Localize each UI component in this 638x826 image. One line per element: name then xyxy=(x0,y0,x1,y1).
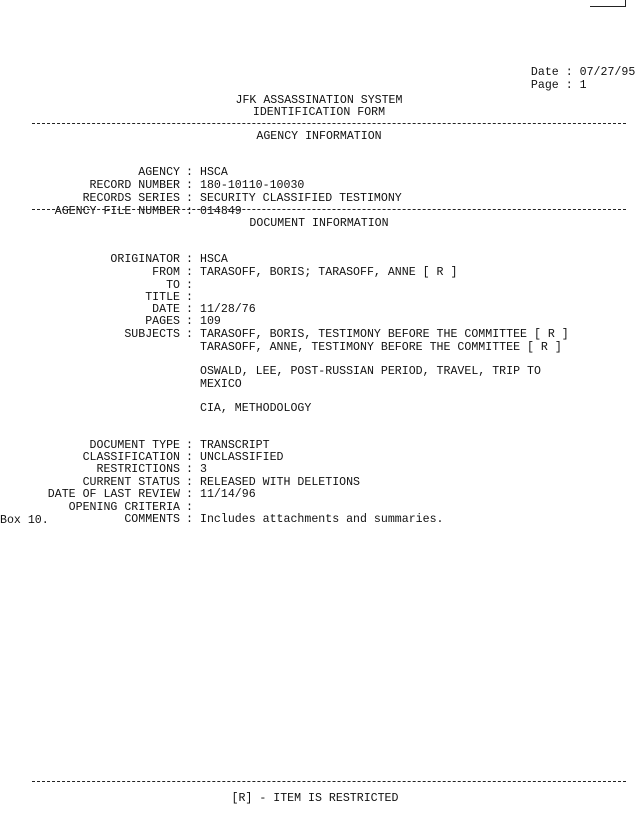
form-title: IDENTIFICATION FORM xyxy=(252,106,386,119)
status-field-row: DOCUMENT TYPE : TRANSCRIPT xyxy=(0,428,638,453)
field-label: TITLE xyxy=(145,291,180,305)
scan-artifact xyxy=(625,0,626,7)
document-field-row: DATE : 11/28/76 xyxy=(0,292,638,317)
document-field-row: TO : xyxy=(0,268,638,293)
subject-line: TARASOFF, ANNE, TESTIMONY BEFORE THE COMMITTEE [ R ] xyxy=(200,341,562,354)
field-label: FROM xyxy=(152,266,180,280)
date-value: 07/27/95 xyxy=(579,66,636,80)
field-label: AGENCY FILE NUMBER xyxy=(54,205,180,219)
page-label: Page xyxy=(530,79,559,93)
document-field-row: PAGES : 109 xyxy=(0,304,638,329)
status-field-row: COMMENTS : Includes attachments and summaries. xyxy=(0,502,638,527)
field-label: AGENCY xyxy=(138,166,180,180)
field-value: HSCA xyxy=(200,253,228,267)
field-value: 109 xyxy=(200,315,221,329)
field-value: 11/14/96 xyxy=(200,488,256,502)
field-value: TARASOFF, BORIS; TARASOFF, ANNE [ R ] xyxy=(200,266,458,280)
field-label: DATE xyxy=(152,303,180,317)
agency-field-row: AGENCY FILE NUMBER : 014849 xyxy=(0,194,638,219)
divider xyxy=(32,209,626,210)
field-label: OPENING CRITERIA xyxy=(68,501,180,515)
field-label: CURRENT STATUS xyxy=(82,476,180,490)
page-line: Page : 1 xyxy=(530,79,587,93)
field-value: Includes attachments and summaries. xyxy=(200,513,444,527)
divider xyxy=(32,123,626,124)
field-value: UNCLASSIFIED xyxy=(200,451,284,465)
field-label: COMMENTS xyxy=(124,513,180,527)
agency-field-row: RECORD NUMBER : 180-10110-10030 xyxy=(0,168,638,193)
page-number: 1 xyxy=(579,79,587,93)
status-field-row: DATE OF LAST REVIEW : 11/14/96 xyxy=(0,477,638,502)
document-section-heading: DOCUMENT INFORMATION xyxy=(249,217,389,230)
field-label: RESTRICTIONS xyxy=(96,463,180,477)
subject-line: MEXICO xyxy=(200,378,242,391)
field-value: 180-10110-10030 xyxy=(200,179,305,193)
date-label: Date xyxy=(530,66,559,80)
field-value: TARASOFF, BORIS, TESTIMONY BEFORE THE COMMITTEE [ R ] xyxy=(200,328,569,342)
field-label: ORIGINATOR xyxy=(110,253,180,267)
document-field-row: ORIGINATOR : HSCA xyxy=(0,242,638,267)
field-label: RECORDS SERIES xyxy=(82,192,180,206)
document-field-row: TITLE : xyxy=(0,280,638,305)
field-label: TO xyxy=(166,279,180,293)
field-label: SUBJECTS xyxy=(124,328,180,342)
subject-line: OSWALD, LEE, POST-RUSSIAN PERIOD, TRAVEL, TRIP TO xyxy=(200,365,541,378)
agency-field-row: AGENCY : HSCA xyxy=(0,155,638,180)
status-field-row: CURRENT STATUS : RELEASED WITH DELETIONS xyxy=(0,465,638,490)
field-label: DATE OF LAST REVIEW xyxy=(47,488,180,502)
status-field-row: CLASSIFICATION : UNCLASSIFIED xyxy=(0,440,638,465)
date-line: Date : 07/27/95 xyxy=(530,66,636,80)
box-note: Box 10. xyxy=(0,514,49,527)
scan-artifact xyxy=(590,6,626,7)
field-value: HSCA xyxy=(200,166,228,180)
field-value: TRANSCRIPT xyxy=(200,439,270,453)
field-value: RELEASED WITH DELETIONS xyxy=(200,476,361,490)
field-label: DOCUMENT TYPE xyxy=(89,439,180,453)
status-field-row: OPENING CRITERIA : xyxy=(0,490,638,515)
system-title: JFK ASSASSINATION SYSTEM xyxy=(235,94,403,107)
document-field-row: SUBJECTS : TARASOFF, BORIS, TESTIMONY BEFORE THE COMMITTEE [ R ] xyxy=(0,317,638,342)
document-field-row: FROM : TARASOFF, BORIS; TARASOFF, ANNE [ R ] xyxy=(0,255,638,280)
agency-field-row: RECORDS SERIES : SECURITY CLASSIFIED TESTIMONY xyxy=(0,181,638,206)
field-label: PAGES xyxy=(145,315,180,329)
field-label: CLASSIFICATION xyxy=(82,451,180,465)
field-value: 11/28/76 xyxy=(200,303,256,317)
field-label: RECORD NUMBER xyxy=(89,179,180,193)
status-field-row: RESTRICTIONS : 3 xyxy=(0,452,638,477)
subject-line: CIA, METHODOLOGY xyxy=(200,402,312,415)
restricted-note: [R] - ITEM IS RESTRICTED xyxy=(231,792,399,805)
field-value: 014849 xyxy=(200,205,242,219)
agency-section-heading: AGENCY INFORMATION xyxy=(256,130,382,143)
divider xyxy=(32,781,626,782)
field-value: 3 xyxy=(200,463,207,477)
field-value: SECURITY CLASSIFIED TESTIMONY xyxy=(200,192,402,206)
